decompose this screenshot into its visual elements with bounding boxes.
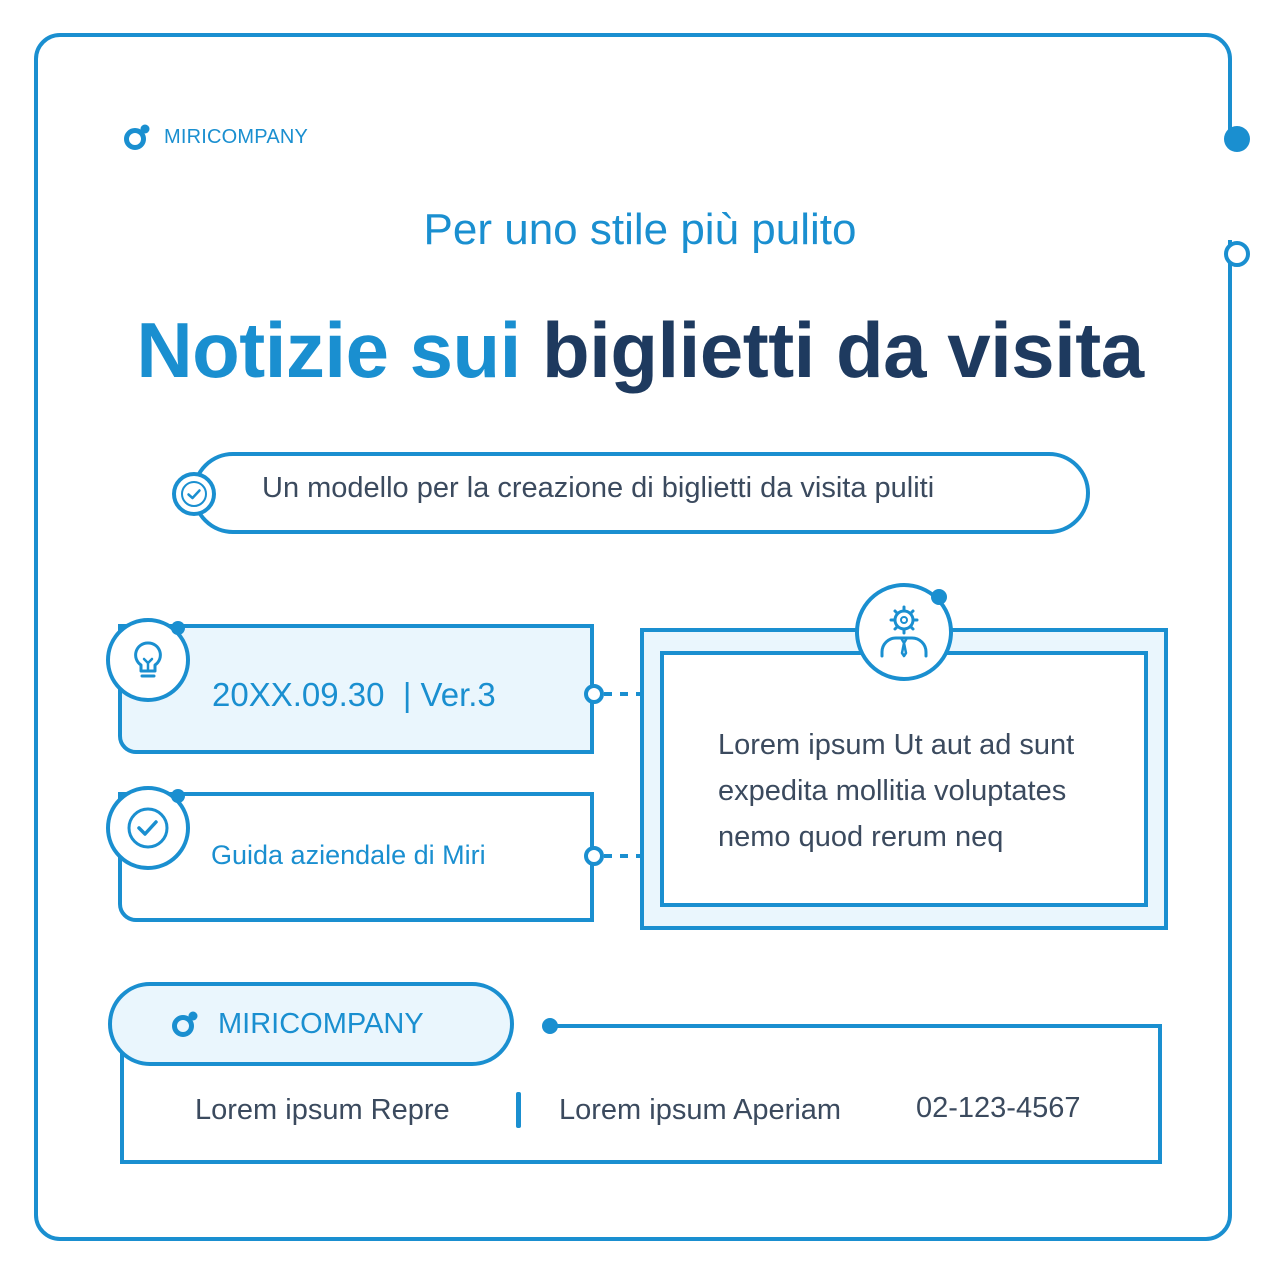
footer-item-2: Lorem ipsum Aperiam [559, 1094, 842, 1126]
footer-separator [516, 1092, 521, 1128]
card-connector-dot [582, 682, 606, 706]
subtitle: Per uno stile più pulito [423, 205, 857, 254]
person-gear-icon [852, 580, 962, 684]
footer-line-dot [542, 1018, 558, 1034]
title-part-1: Notizie sui [136, 306, 521, 394]
footer-brand-name: MIRICOMPANY [218, 1007, 424, 1040]
title-part-2: biglietti da visita [542, 306, 1144, 394]
date-version-text: 20XX.09.30 | Ver.3 [212, 676, 496, 713]
brand-name: MIRICOMPANY [164, 125, 309, 148]
card-connector-dot [582, 844, 606, 868]
lightbulb-icon [104, 612, 198, 706]
banner-text: Un modello per la creazione di biglietti da visita puliti [262, 472, 935, 504]
info-box-text: Lorem ipsum Ut aut ad sunt expedita mollitia voluptates nemo quod rerum neq [718, 729, 1075, 853]
ring-logo-icon [170, 1009, 200, 1039]
footer-brand [170, 1004, 424, 1044]
check-circle-icon [104, 782, 198, 876]
guide-text: Guida aziendale di Miri [211, 840, 486, 870]
footer-phone: 02-123-4567 [916, 1092, 1081, 1124]
footer-item-1: Lorem ipsum Repre [195, 1094, 450, 1126]
